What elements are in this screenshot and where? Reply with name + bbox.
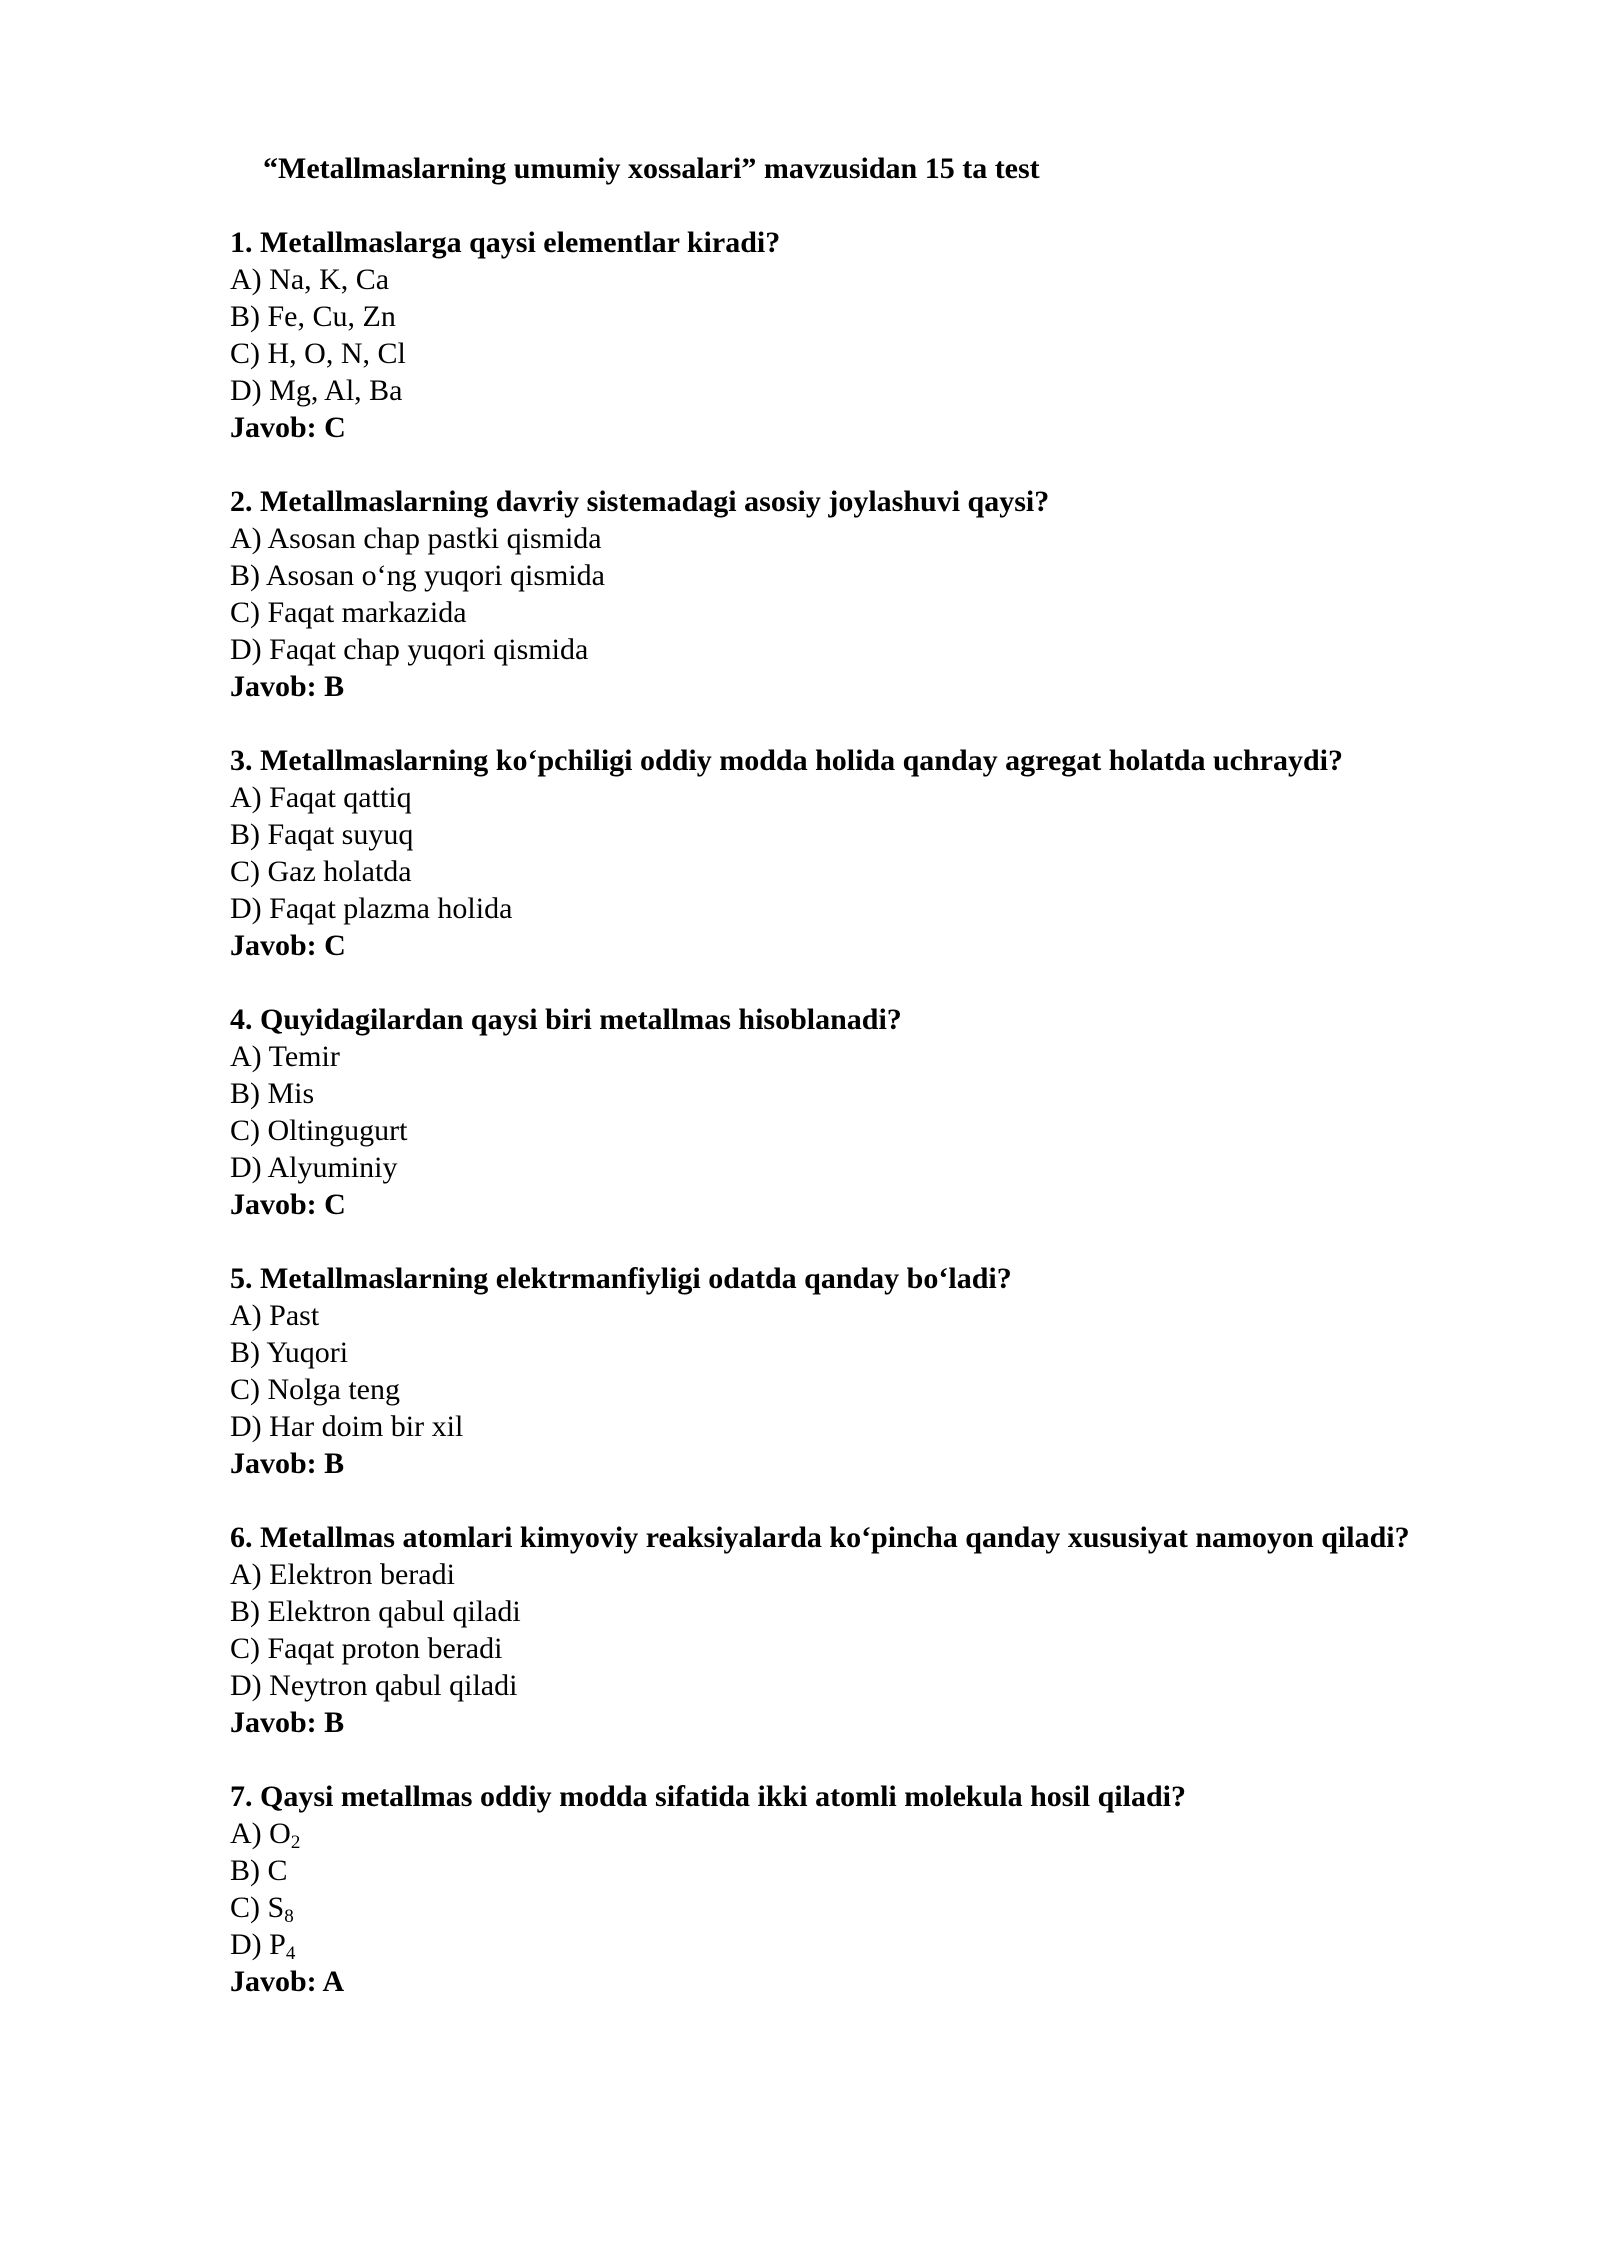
option-a: A) Faqat qattiq — [230, 781, 412, 814]
option-a: A) Asosan chap pastki qismida — [230, 522, 602, 555]
option-d: D) Mg, Al, Ba — [230, 374, 403, 407]
option-b: B) Faqat suyuq — [230, 818, 414, 851]
question-5 — [230, 1260, 1470, 1482]
option-formula: A) O — [230, 1817, 291, 1850]
option-formula: C) S — [230, 1891, 285, 1924]
question-text: 5. Metallmaslarning elektrmanfiyligi odatda qanday bo‘ladi? — [230, 1262, 1012, 1295]
option-c: C) H, O, N, Cl — [230, 337, 406, 370]
option-a: A) Elektron beradi — [230, 1558, 455, 1591]
formula-subscript: 2 — [290, 1832, 301, 1853]
option-b: B) Fe, Cu, Zn — [230, 300, 396, 333]
option-d: D) Faqat chap yuqori qismida — [230, 633, 589, 666]
answer-line: Javob: C — [230, 929, 346, 962]
option-c: C) Oltingugurt — [230, 1114, 408, 1147]
question-1 — [230, 224, 1470, 446]
question-4 — [230, 1001, 1470, 1223]
option-formula: D) P — [230, 1928, 286, 1961]
answer-line: Javob: C — [230, 411, 346, 444]
option-c: C) Faqat proton beradi — [230, 1632, 503, 1665]
option-d: D) Faqat plazma holida — [230, 892, 513, 925]
option-c: C) Gaz holatda — [230, 855, 412, 888]
question-2 — [230, 483, 1470, 705]
question-text: 3. Metallmaslarning ko‘pchiligi oddiy modda holida qanday agregat holatda uchraydi? — [230, 744, 1343, 777]
option-a — [230, 1815, 1470, 1852]
answer-line: Javob: C — [230, 1188, 346, 1221]
formula-subscript: 8 — [284, 1906, 294, 1927]
question-7 — [230, 1778, 1470, 2000]
option-b: B) Yuqori — [230, 1336, 349, 1369]
question-6 — [230, 1519, 1470, 1741]
document-page — [230, 150, 1470, 2037]
answer-line: Javob: A — [230, 1965, 345, 1998]
answer-line: Javob: B — [230, 1447, 345, 1480]
option-b — [230, 1852, 1470, 1889]
question-text: 2. Metallmaslarning davriy sistemadagi asosiy joylashuvi qaysi? — [230, 485, 1050, 518]
option-c: C) Faqat markazida — [230, 596, 467, 629]
formula-subscript: 4 — [285, 1943, 296, 1964]
option-d: D) Har doim bir xil — [230, 1410, 464, 1443]
question-text: 7. Qaysi metallmas oddiy modda sifatida ikki atomli molekula hosil qiladi? — [230, 1780, 1186, 1813]
option-d — [230, 1926, 1470, 1963]
option-a: A) Temir — [230, 1040, 340, 1073]
question-text: 1. Metallmaslarga qaysi elementlar kiradi? — [230, 226, 781, 259]
option-d: D) Neytron qabul qiladi — [230, 1669, 518, 1702]
option-formula: B) C — [230, 1854, 288, 1887]
answer-line: Javob: B — [230, 1706, 345, 1739]
option-b: B) Mis — [230, 1077, 315, 1110]
option-a: A) Past — [230, 1299, 320, 1332]
question-text: 4. Quyidagilardan qaysi biri metallmas hisoblanadi? — [230, 1003, 902, 1036]
option-b: B) Elektron qabul qiladi — [230, 1595, 521, 1628]
question-text: 6. Metallmas atomlari kimyoviy reaksiyalarda ko‘pincha qanday xususiyat namoyon qiladi? — [230, 1521, 1410, 1554]
answer-line: Javob: B — [230, 670, 345, 703]
option-b: B) Asosan o‘ng yuqori qismida — [230, 559, 605, 592]
option-c: C) Nolga teng — [230, 1373, 400, 1406]
option-d: D) Alyuminiy — [230, 1151, 398, 1184]
document-title: “Metallmaslarning umumiy xossalari” mavzusidan 15 ta test — [263, 152, 1040, 185]
question-3 — [230, 742, 1470, 964]
option-a: A) Na, K, Ca — [230, 263, 390, 296]
option-c — [230, 1889, 1470, 1926]
